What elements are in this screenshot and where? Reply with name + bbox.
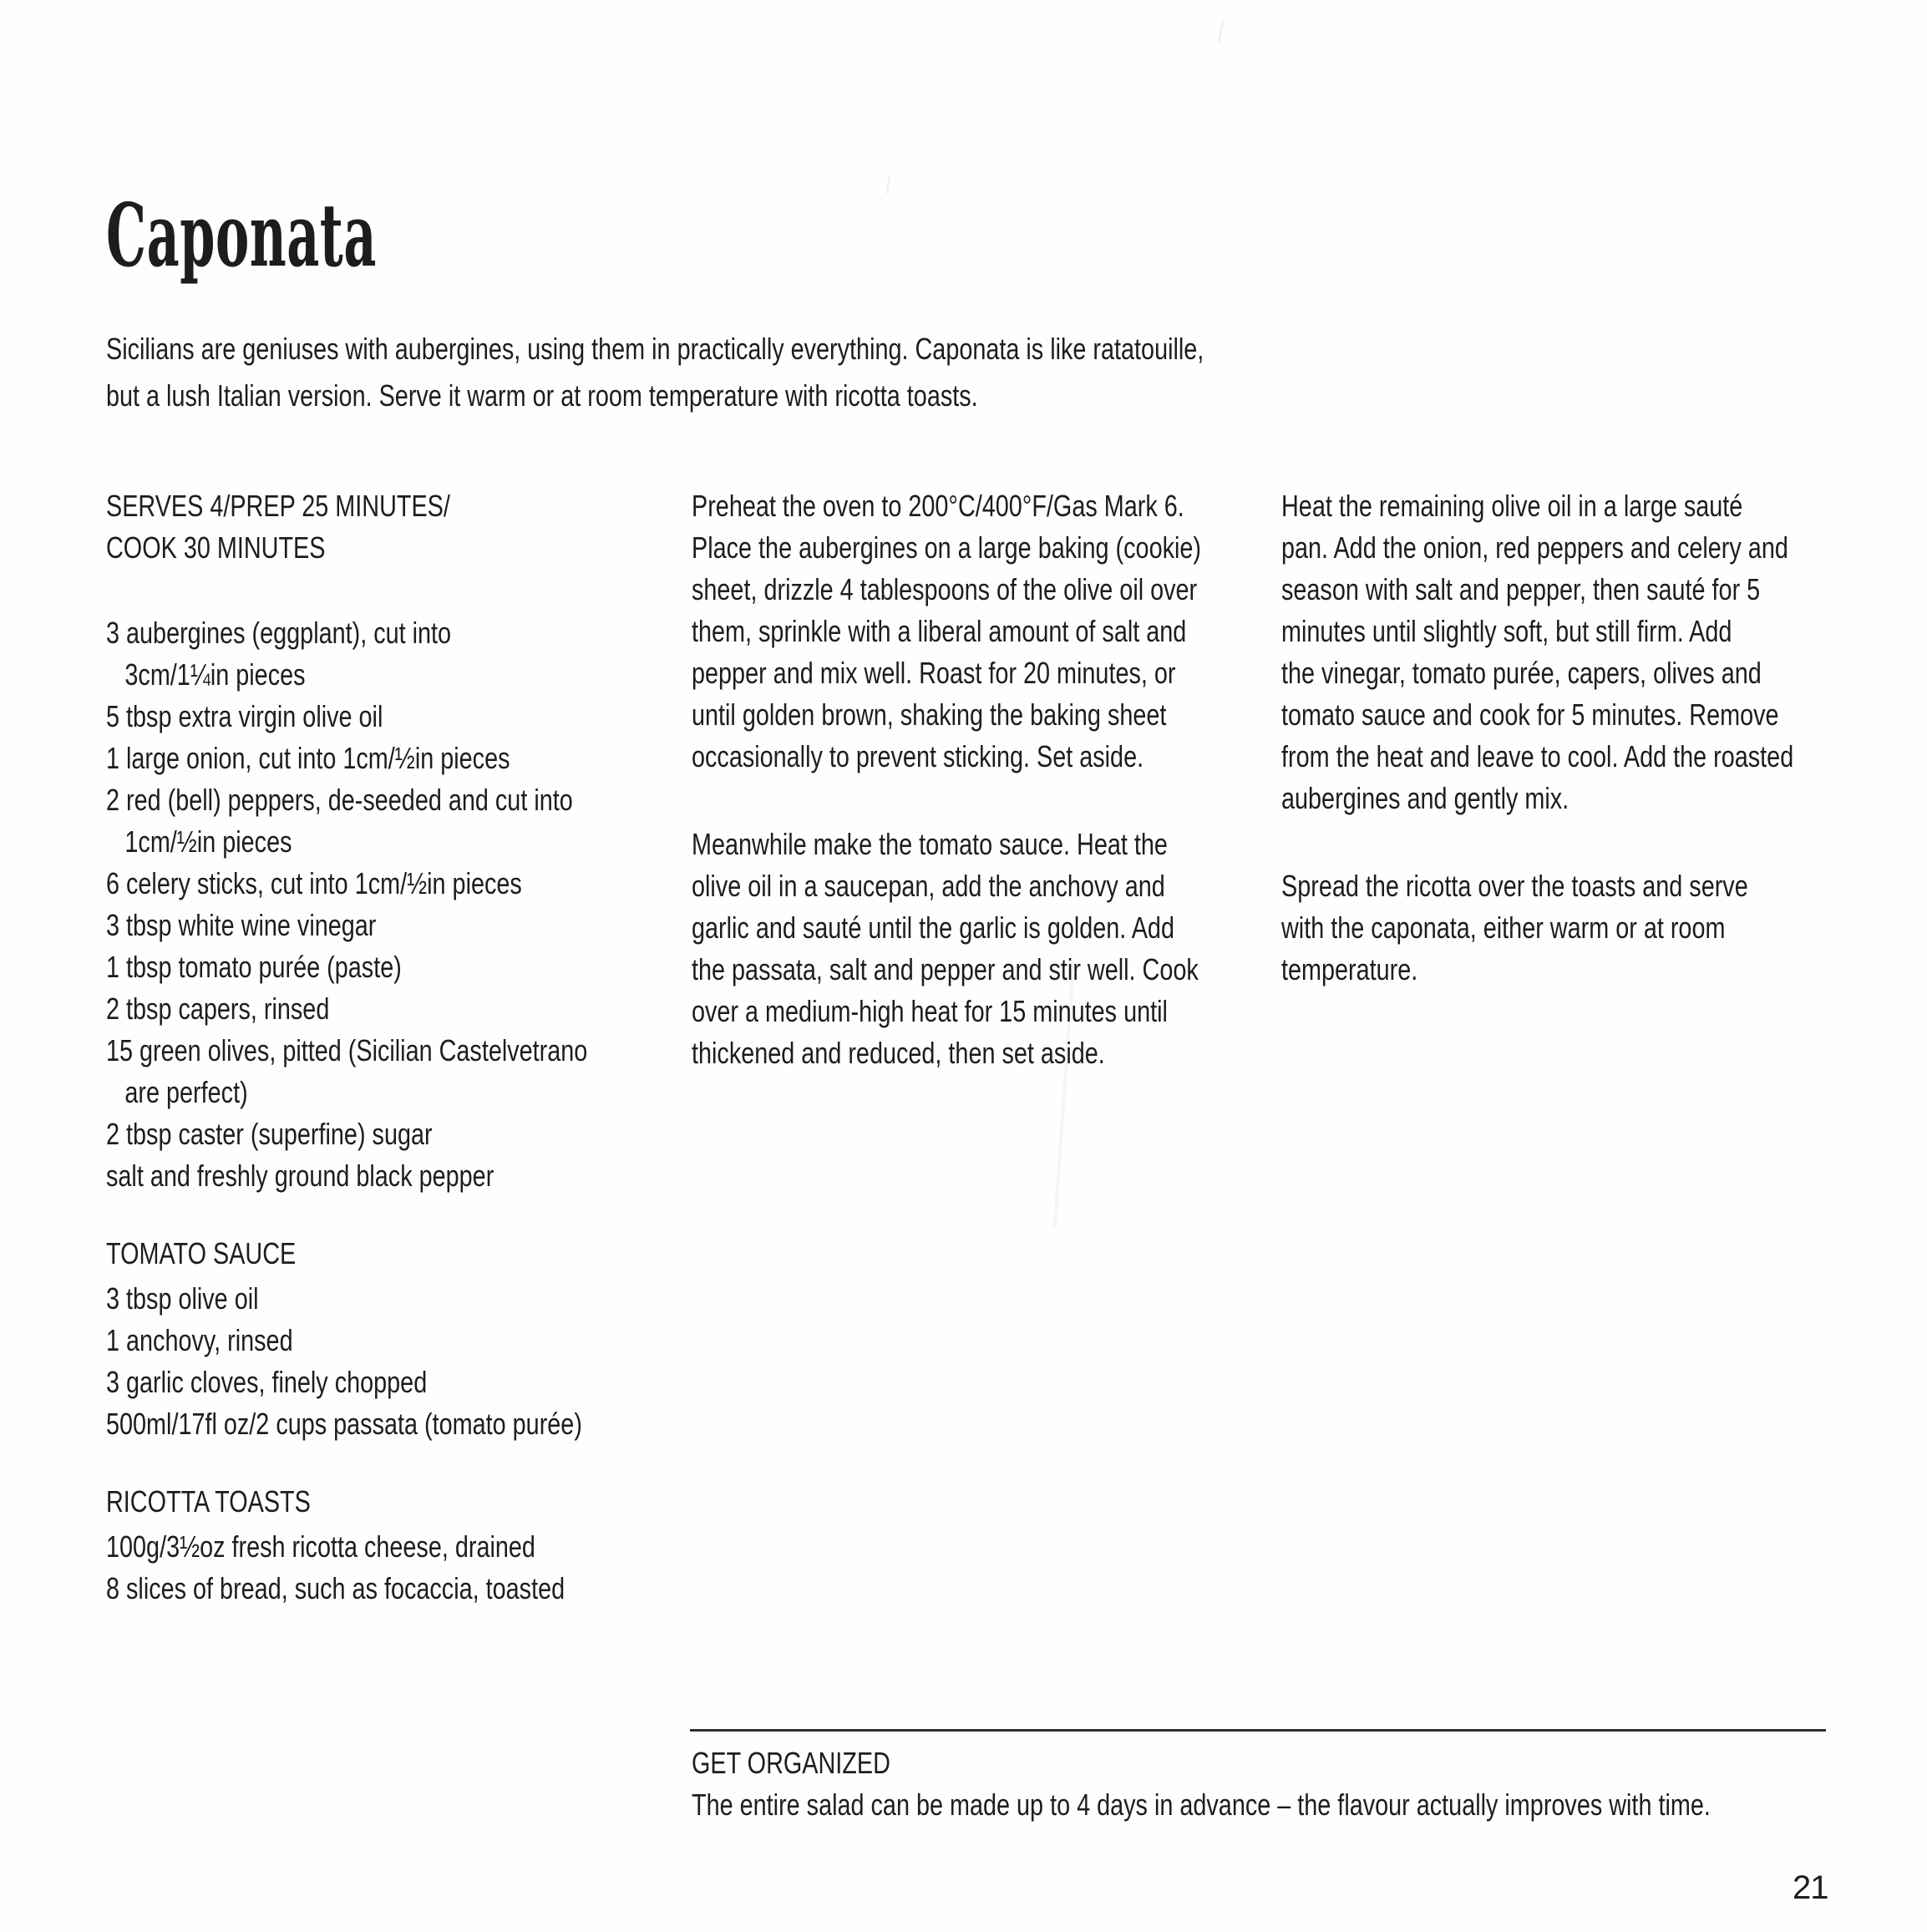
method-line: the vinegar, tomato purée, capers, olives and [1281,656,1762,690]
meta-line: SERVES 4/PREP 25 MINUTES/ [106,489,450,523]
ingredient-line: 2 red (bell) peppers, de-seeded and cut into [106,783,573,817]
method-line: temperature. [1281,952,1418,986]
intro-line: Sicilians are geniuses with aubergines, using them in practically everything. Caponata is like ratatouille, [106,332,1204,366]
method-line: sheet, drizzle 4 tablespoons of the olive oil over [692,572,1198,606]
ingredient-line: 3 tbsp white wine vinegar [106,908,377,942]
method-line: occasionally to prevent sticking. Set aside. [692,739,1144,773]
method-line: olive oil in a saucepan, add the anchovy and [692,869,1165,903]
method-line: the passata, salt and pepper and stir well. Cook [692,952,1199,986]
ingredient-line: 3 aubergines (eggplant), cut into [106,616,452,650]
ingredient-list-main [106,612,641,1197]
recipe-title: Caponata [106,184,378,287]
intro-paragraph [106,326,1204,419]
ingredient-line: salt and freshly ground black pepper [106,1159,494,1193]
meta-line: COOK 30 MINUTES [106,530,326,565]
footer-divider [690,1729,1826,1732]
method-line: aubergines and gently mix. [1281,781,1569,815]
method-line: from the heat and leave to cool. Add the roasted [1281,739,1794,773]
ingredient-line: 100g/3½oz fresh ricotta cheese, drained [106,1529,535,1564]
method-column-2 [1281,485,1816,991]
method-line: pan. Add the onion, red peppers and celery and [1281,530,1788,565]
ingredient-line: 1cm/½in pieces [124,824,292,859]
ingredient-line: 6 celery sticks, cut into 1cm/½in pieces [106,866,522,900]
method-column-1 [692,485,1226,1074]
ricotta-toasts-heading: RICOTTA TOASTS [106,1484,311,1519]
method-line: pepper and mix well. Roast for 20 minutes, or [692,656,1176,690]
method-line: over a medium-high heat for 15 minutes until [692,994,1168,1028]
ingredients-column [106,485,641,1610]
ingredient-line: 2 tbsp caster (superfine) sugar [106,1117,433,1151]
ingredient-line: 8 slices of bread, such as focaccia, toasted [106,1571,565,1605]
ingredient-line: 1 anchovy, rinsed [106,1323,293,1357]
ingredient-line: 3 tbsp olive oil [106,1281,259,1316]
ingredient-line: 3cm/1¼in pieces [124,657,306,692]
page-number: 21 [1793,1869,1828,1906]
ingredient-line: 1 tbsp tomato purée (paste) [106,950,402,984]
ingredient-line: are perfect) [124,1075,248,1109]
ingredient-line: 500ml/17fl oz/2 cups passata (tomato purée) [106,1407,582,1441]
scan-artifact [1217,21,1224,43]
tomato-sauce-heading: TOMATO SAUCE [106,1236,297,1270]
ingredient-list-ricotta-toasts [106,1526,641,1610]
method-line: season with salt and pepper, then sauté for 5 [1281,572,1761,606]
method-line: tomato sauce and cook for 5 minutes. Remove [1281,697,1779,732]
method-line: Spread the ricotta over the toasts and serve [1281,869,1748,903]
method-line: Meanwhile make the tomato sauce. Heat the [692,827,1168,861]
ingredient-line: 2 tbsp capers, rinsed [106,991,330,1026]
ingredient-list-tomato-sauce [106,1278,641,1445]
serves-prep-cook [106,485,641,569]
method-line: thickened and reduced, then set aside. [692,1036,1105,1070]
method-line: until golden brown, shaking the baking sheet [692,697,1167,732]
get-organized-heading: GET ORGANIZED [692,1746,890,1780]
ingredient-line: 15 green olives, pitted (Sicilian Castelvetrano [106,1033,588,1067]
method-line: minutes until slightly soft, but still firm. Add [1281,614,1732,648]
intro-line: but a lush Italian version. Serve it warm or at room temperature with ricotta toasts. [106,378,978,413]
method-line: garlic and sauté until the garlic is golden. Add [692,910,1174,945]
scan-artifact [885,175,890,194]
method-line: with the caponata, either warm or at room [1281,910,1726,945]
ingredient-line: 1 large onion, cut into 1cm/½in pieces [106,741,510,775]
method-line: Heat the remaining olive oil in a large sauté [1281,489,1743,523]
get-organized-text: The entire salad can be made up to 4 days in advance – the flavour actually improves with time. [692,1787,1711,1822]
method-line: Preheat the oven to 200°C/400°F/Gas Mark 6. [692,489,1184,523]
ingredient-line: 3 garlic cloves, finely chopped [106,1365,428,1399]
ingredient-line: 5 tbsp extra virgin olive oil [106,699,383,733]
method-line: them, sprinkle with a liberal amount of salt and [692,614,1187,648]
get-organized-note [692,1742,1711,1826]
method-line: Place the aubergines on a large baking (cookie) [692,530,1201,565]
